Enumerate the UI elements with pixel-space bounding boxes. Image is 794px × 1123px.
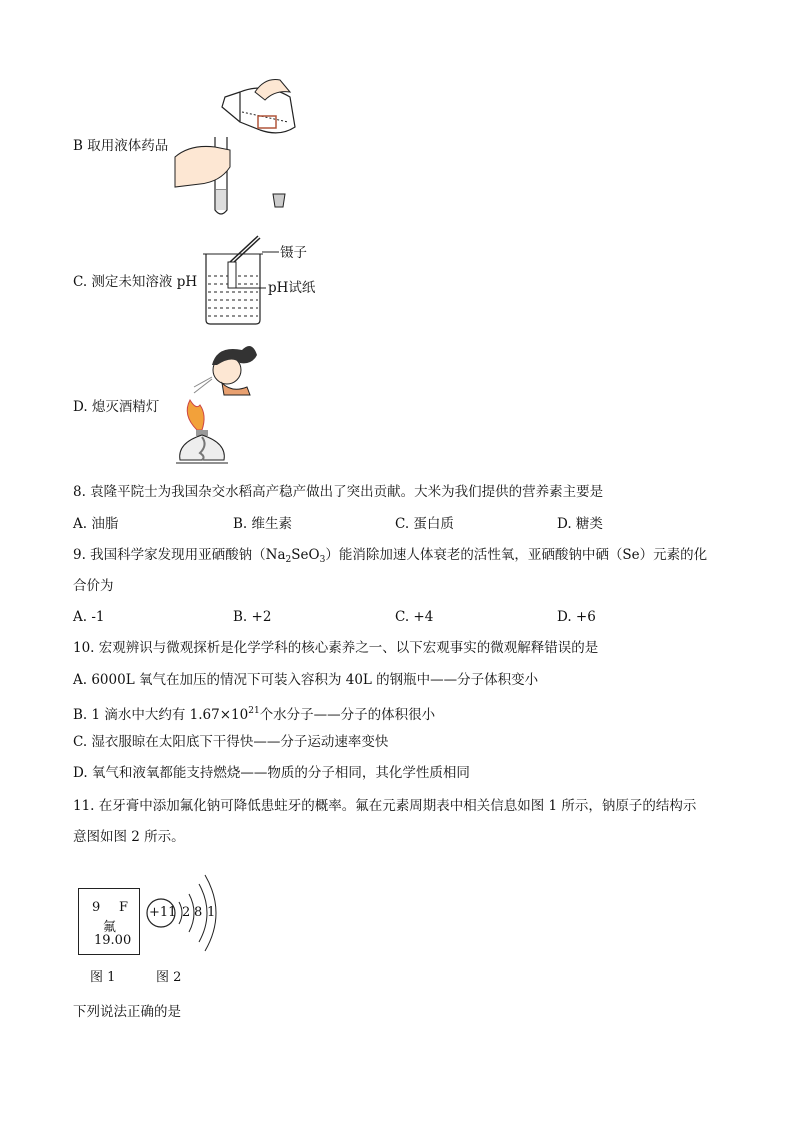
label-ph-paper: pH试纸 (268, 280, 316, 296)
option-d-text: D. 熄灭酒精灯 (73, 399, 160, 415)
q10-option-d: D. 氧气和液氧都能支持燃烧——物质的分子相同，其化学性质相同 (73, 765, 470, 781)
nucleus-charge: +11 (149, 905, 177, 920)
question-11-stem-line2: 意图如图 2 所示。 (73, 829, 185, 845)
question-11-stem: 11. 在牙膏中添加氟化钠可降低患蛀牙的概率。氟在元素周期表中相关信息如图 1 所示，钠原子的结构示 (73, 798, 697, 814)
option-c-text: C. 测定未知溶液 pH (73, 274, 198, 290)
element-symbol: F (119, 900, 129, 915)
question-8-stem: 8. 袁隆平院士为我国杂交水稻高产稳产做出了突出贡献。大米为我们提供的营养素主要是 (73, 484, 604, 500)
q9-option-c: C. +4 (395, 609, 434, 625)
q9-option-b: B. +2 (233, 609, 272, 625)
option-b-text: B 取用液体药品 (73, 138, 169, 154)
label-tweezers: 镊子 (280, 245, 307, 261)
q8-option-c: C. 蛋白质 (395, 516, 454, 532)
shell-3-electrons: 1 (207, 905, 216, 920)
q10-option-c: C. 湿衣服晾在太阳底下干得快——分子运动速率变快 (73, 734, 389, 750)
figure-2-caption: 图 2 (156, 970, 182, 985)
q9-option-a: A. -1 (73, 609, 105, 625)
q10-option-a: A. 6000L 氧气在加压的情况下可装入容积为 40L 的钢瓶中——分子体积变小 (73, 672, 539, 688)
element-name: 氟 (103, 920, 117, 935)
pour-liquid-illustration (170, 72, 305, 222)
question-9-stem: 9. 我国科学家发现用亚硒酸钠$(Na_2SeO_3)$能消除加速人体衰老的活性氧，亚硒酸钠中硒（Se）元素的化 (73, 547, 708, 565)
q10-option-b: B. 1 滴水中大约有 $1.67\times 10^{21}$个水分子——分子的体积很小 (73, 706, 436, 723)
shell-1-electrons: 2 (182, 905, 191, 920)
question-10-stem: 10. 宏观辨识与微观探析是化学学科的核心素养之一、以下宏观事实的微观解释错误的是 (73, 640, 599, 656)
periodic-element-box (78, 888, 140, 955)
question-11-tail: 下列说法正确的是 (73, 1004, 181, 1020)
extinguish-lamp-illustration (172, 335, 262, 470)
shell-2-electrons: 8 (194, 905, 203, 920)
atomic-mass: 19.00 (94, 933, 132, 948)
question-9-stem-line2: 合价为 (73, 578, 114, 594)
q8-option-a: A. 油脂 (73, 516, 119, 532)
q9-option-d: D. +6 (557, 609, 596, 625)
q8-option-d: D. 糖类 (557, 516, 603, 532)
q8-option-b: B. 维生素 (233, 516, 293, 532)
atomic-number: 9 (92, 900, 101, 915)
figure-1-caption: 图 1 (90, 970, 116, 985)
